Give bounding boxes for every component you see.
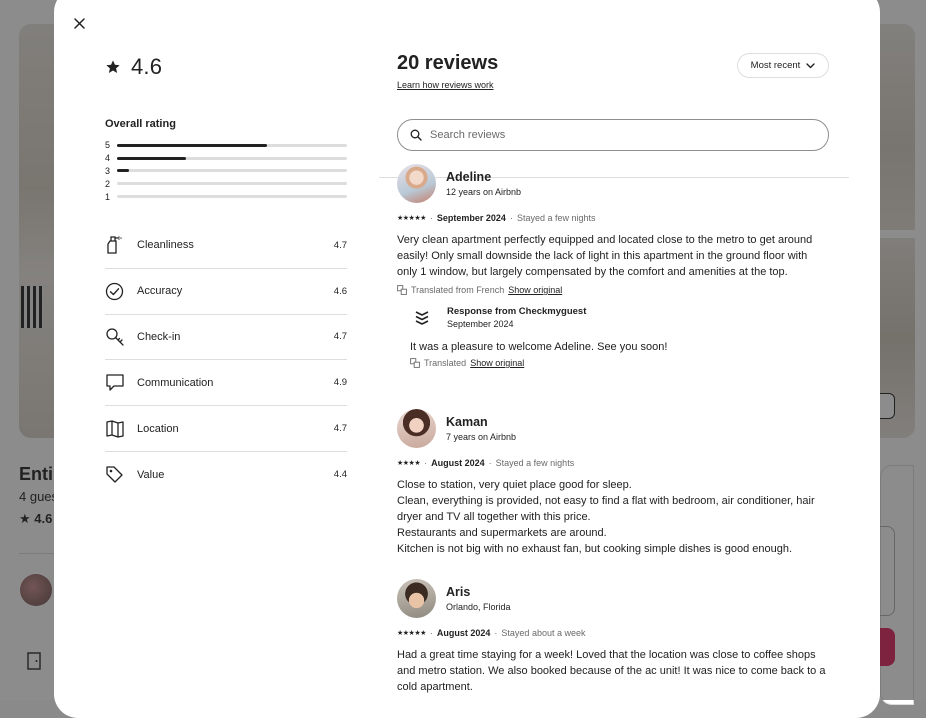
category-accuracy bbox=[105, 269, 347, 315]
review-stars: ★★★★★ bbox=[397, 630, 426, 637]
sort-dropdown[interactable] bbox=[737, 53, 829, 78]
review-date: August 2024 bbox=[436, 628, 491, 638]
reviews-modal bbox=[54, 0, 880, 718]
response-translation-note bbox=[410, 358, 829, 368]
rating-summary bbox=[105, 54, 347, 498]
review-list[interactable] bbox=[397, 170, 829, 718]
review-date: September 2024 bbox=[436, 213, 506, 223]
distribution-row bbox=[105, 165, 347, 178]
reviewer-location: Orlando, Florida bbox=[446, 602, 511, 612]
distribution-bar bbox=[117, 144, 347, 147]
search-input[interactable] bbox=[430, 129, 828, 141]
category-name: Location bbox=[137, 422, 179, 435]
overall-rating-value: 4.6 bbox=[131, 54, 163, 79]
category-location bbox=[105, 406, 347, 452]
review-line: Restaurants and supermarkets are around. bbox=[397, 527, 607, 539]
show-original-link[interactable]: Show original bbox=[508, 285, 563, 295]
distribution-bar bbox=[117, 195, 347, 198]
category-value bbox=[105, 452, 347, 498]
checkmyguest-logo-icon bbox=[415, 310, 429, 324]
reviewer-tenure: 12 years on Airbnb bbox=[446, 187, 522, 197]
translate-icon bbox=[410, 358, 420, 368]
category-name: Accuracy bbox=[137, 285, 183, 298]
category-name: Check-in bbox=[137, 330, 181, 343]
review-item bbox=[397, 409, 829, 557]
key-icon bbox=[105, 327, 125, 347]
close-icon bbox=[74, 18, 85, 29]
translation-label: Translated from French bbox=[411, 285, 505, 295]
distribution-label: 5 bbox=[105, 140, 111, 151]
review-line: Close to station, very quiet place good for sleep. bbox=[397, 479, 632, 491]
map-icon bbox=[105, 420, 125, 438]
distribution-fill bbox=[117, 144, 267, 147]
overall-rating-title: Overall rating bbox=[105, 118, 176, 130]
review-stars: ★★★★ bbox=[397, 460, 421, 467]
response-title: Response from Checkmyguest bbox=[447, 305, 587, 317]
reviewer-avatar[interactable] bbox=[397, 579, 436, 618]
review-text: Had a great time staying for a week! Loved that the location was close to coffee shops and metro station. We also booked because of the ac unit! It was nice to come back to a cold apartment. bbox=[397, 649, 826, 693]
close-button[interactable] bbox=[68, 12, 90, 34]
category-cleanliness bbox=[105, 223, 347, 269]
reviewer-avatar[interactable] bbox=[397, 409, 436, 448]
spray-bottle-icon bbox=[105, 235, 123, 255]
chat-bubble-icon bbox=[105, 373, 125, 392]
category-score: 4.4 bbox=[333, 469, 347, 481]
host-response bbox=[410, 305, 829, 368]
search-reviews-field[interactable] bbox=[397, 119, 829, 151]
review-date: August 2024 bbox=[431, 458, 485, 468]
category-score: 4.7 bbox=[333, 239, 347, 251]
review-stay-length: Stayed a few nights bbox=[495, 458, 575, 468]
response-text: It was a pleasure to welcome Adeline. See you soon! bbox=[410, 341, 668, 353]
review-meta: ★★★★★ · September 2024 · Stayed a few nights bbox=[397, 213, 596, 223]
chevron-down-icon bbox=[806, 63, 815, 69]
reviewer-name: Kaman bbox=[446, 415, 488, 429]
translation-note bbox=[397, 285, 829, 295]
category-score: 4.9 bbox=[333, 377, 347, 389]
star-icon bbox=[105, 59, 121, 75]
review-line: Clean, everything is provided, not easy to find a flat with bedroom, air conditioner, hair dryer and TV all together with this price. bbox=[397, 495, 815, 523]
category-name: Communication bbox=[137, 376, 214, 389]
search-icon bbox=[410, 129, 422, 141]
sort-label: Most recent bbox=[750, 60, 801, 71]
reviewer-avatar[interactable] bbox=[397, 164, 436, 203]
distribution-label: 2 bbox=[105, 178, 111, 189]
reviews-count: 20 reviews bbox=[397, 52, 499, 74]
tag-icon bbox=[105, 465, 124, 484]
reviewer-name: Aris bbox=[446, 585, 471, 599]
category-ratings bbox=[105, 223, 347, 498]
category-score: 4.7 bbox=[333, 423, 347, 435]
reviewer-tenure: 7 years on Airbnb bbox=[446, 432, 517, 442]
reviews-panel bbox=[397, 0, 829, 718]
category-score: 4.6 bbox=[333, 285, 347, 297]
review-meta: ★★★★★ · August 2024 · Stayed about a week bbox=[397, 628, 586, 638]
review-text bbox=[397, 477, 829, 557]
review-line: Kitchen is not big with no exhaust fan, but cooking simple dishes is good enough. bbox=[397, 543, 793, 555]
host-logo bbox=[410, 305, 434, 329]
response-date: September 2024 bbox=[447, 318, 514, 329]
distribution-row bbox=[105, 139, 347, 152]
translate-icon bbox=[397, 285, 407, 295]
category-name: Cleanliness bbox=[137, 239, 194, 252]
distribution-bar bbox=[117, 169, 347, 172]
distribution-bar bbox=[117, 182, 347, 185]
distribution-row bbox=[105, 152, 347, 165]
distribution-label: 1 bbox=[105, 191, 111, 202]
category-name: Value bbox=[137, 468, 165, 481]
review-text: Very clean apartment perfectly equipped and located close to the metro to get around easily! Only small downside the lack of light in this apartment in the ground floor with only 1 window, but largely compensated by the comfort and amenities at the top. bbox=[397, 234, 813, 278]
distribution-fill bbox=[117, 169, 129, 172]
distribution-label: 3 bbox=[105, 165, 111, 176]
distribution-label: 4 bbox=[105, 153, 111, 164]
overall-rating bbox=[105, 54, 347, 80]
distribution-fill bbox=[117, 157, 186, 160]
category-score: 4.7 bbox=[333, 331, 347, 343]
review-stay-length: Stayed about a week bbox=[501, 628, 586, 638]
check-circle-icon bbox=[105, 282, 124, 301]
category-check-in bbox=[105, 315, 347, 361]
distribution-row bbox=[105, 190, 347, 203]
review-stars: ★★★★★ bbox=[397, 215, 426, 222]
review-item bbox=[397, 579, 829, 695]
show-original-link[interactable]: Show original bbox=[470, 358, 525, 368]
distribution-bar bbox=[117, 157, 347, 160]
rating-distribution bbox=[105, 139, 347, 203]
translation-label: Translated bbox=[424, 358, 467, 368]
reviewer-name: Adeline bbox=[446, 170, 492, 184]
distribution-row bbox=[105, 177, 347, 190]
review-meta: ★★★★ · August 2024 · Stayed a few nights bbox=[397, 458, 575, 468]
learn-how-reviews-work-link[interactable]: Learn how reviews work bbox=[397, 80, 494, 90]
category-communication bbox=[105, 360, 347, 406]
review-stay-length: Stayed a few nights bbox=[516, 213, 596, 223]
review-item bbox=[397, 164, 829, 368]
